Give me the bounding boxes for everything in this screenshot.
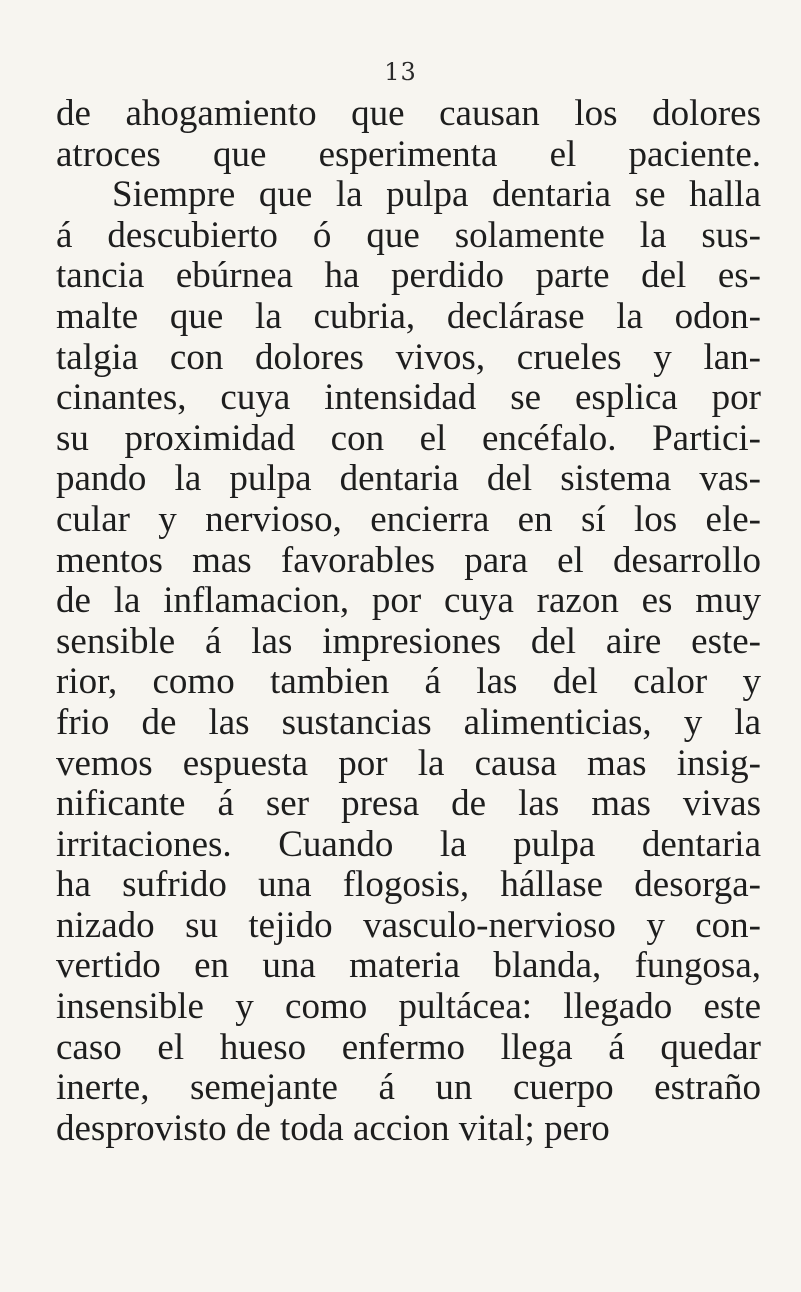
- text-line: inerte, semejante á un cuerpo estraño: [56, 1068, 761, 1109]
- text-line: de la inflamacion, por cuya razon es muy: [56, 581, 761, 622]
- text-line: vemos espuesta por la causa mas insig-: [56, 743, 761, 784]
- text-line: atroces que esperimenta el paciente.: [56, 134, 761, 175]
- text-line: cinantes, cuya intensidad se esplica por: [56, 378, 761, 419]
- text-line: vertido en una materia blanda, fungosa,: [56, 946, 761, 987]
- text-line: á descubierto ó que solamente la sus-: [56, 215, 761, 256]
- text-line: nizado su tejido vasculo-nervioso y con-: [56, 905, 761, 946]
- text-line: malte que la cubria, declárase la odon-: [56, 296, 761, 337]
- text-line: de ahogamiento que causan los dolores: [56, 94, 761, 134]
- text-line: sensible á las impresiones del aire este-: [56, 621, 761, 662]
- text-line: caso el hueso enfermo llega á quedar: [56, 1027, 761, 1068]
- text-line: nificante á ser presa de las mas vivas: [56, 784, 761, 825]
- text-line: desprovisto de toda accion vital; pero: [56, 1108, 610, 1149]
- text-line: tancia ebúrnea ha perdido parte del es-: [56, 256, 761, 297]
- text-line: su proximidad con el encéfalo. Partici-: [56, 418, 761, 459]
- text-line: irritaciones. Cuando la pulpa dentaria: [56, 824, 761, 865]
- text-line: Siempre que la pulpa dentaria se halla: [112, 175, 761, 216]
- text-line: cular y nervioso, encierra en sí los ele-: [56, 499, 761, 540]
- text-line: talgia con dolores vivos, crueles y lan-: [56, 337, 761, 378]
- text-line: insensible y como pultácea: llegado este: [56, 987, 761, 1028]
- text-line: mentos mas favorables para el desarrollo: [56, 540, 761, 581]
- text-line: frio de las sustancias alimenticias, y la: [56, 702, 761, 743]
- text-line: rior, como tambien á las del calor y: [56, 662, 761, 703]
- page-number: 13: [384, 58, 417, 86]
- text-line: ha sufrido una flogosis, hállase desorga-: [56, 865, 761, 906]
- body-text: [56, 94, 761, 1149]
- text-line: pando la pulpa dentaria del sistema vas-: [56, 459, 761, 500]
